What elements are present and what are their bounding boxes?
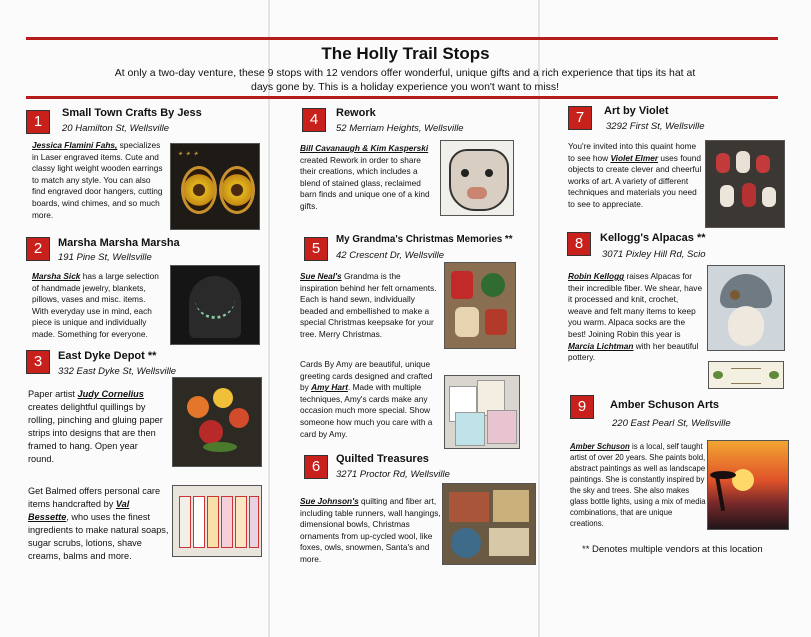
stop-address-4: 52 Merriam Heights, Wellsville	[336, 123, 464, 134]
stop-number-5: 5	[304, 237, 328, 261]
sunflower-earrings-photo: ✦ ✦ ✦	[170, 143, 260, 230]
vendor-name: Marsha Sick	[32, 271, 81, 281]
quilled-flowers-photo	[172, 377, 262, 467]
vendor-name: Jessica Flamini Fahs,	[32, 140, 118, 150]
stop-number-9: 9	[570, 395, 594, 419]
vendor-name: Violet Elmer	[610, 152, 659, 163]
vendor-name: Bill Cavanaugh & Kim Kasperski	[300, 143, 429, 153]
sunset-painting-photo	[707, 440, 789, 530]
stop-name-8: Kellogg's Alpacas **	[600, 232, 706, 244]
stained-glass-cow-photo	[440, 140, 514, 216]
stop-name-1: Small Town Crafts By Jess	[62, 107, 202, 119]
stop-number-4: 4	[302, 108, 326, 132]
vendor-name: Amber Schuson	[570, 442, 630, 451]
vendor-name-2: Val Bessette	[28, 499, 130, 522]
stop-name-5: My Grandma's Christmas Memories **	[336, 234, 513, 245]
stop-address-9: 220 East Pearl St, Wellsville	[612, 418, 731, 429]
felt-ornaments-photo	[444, 262, 516, 349]
stop-name-7: Art by Violet	[604, 105, 669, 117]
stop-description-3: Paper artist Judy Cornelius creates delightful quillings by rolling, pinching and gluing paper strips into designs that are then framed to hang. Open year round.	[28, 389, 163, 464]
stop-description-1: Jessica Flamini Fahs, specializes in Laser engraved items. Cute and classy light weight wooden earrings to match any style. You can also find engraved door hangers, cutting boards, wind chimes, and so much more.	[32, 140, 163, 220]
stop-number-2: 2	[26, 237, 50, 261]
footnote: ** Denotes multiple vendors at this location	[582, 544, 763, 555]
stop-number-3: 3	[26, 350, 50, 374]
stop-address-5: 42 Crescent Dr, Wellsville	[336, 250, 445, 261]
vendor-name: Sue Neal's	[300, 271, 342, 281]
pottery-sign-photo	[708, 361, 784, 389]
stop-description-8: Robin Kellogg raises Alpacas for their incredible fiber. We shear, have it processed and knit, crochet, weave and felt many items to keep you warm. Alpaca socks are the best! Joining Robin this year is Marcia Lichtman with her beautiful pottery.	[568, 271, 703, 363]
found-object-art-photo	[705, 140, 785, 228]
stop-description-7: You're invited into this quaint home to see how Violet Elmer uses found objects to create clever and cheerful works of art. A variety of different techniques and materials you need to see to appreciate.	[568, 141, 702, 209]
stop-number-8: 8	[567, 232, 591, 256]
greeting-cards-photo	[444, 375, 520, 449]
top-rule	[26, 37, 778, 40]
stop-description-5: Sue Neal's Grandma is the inspiration behind her felt ornaments. Each is hand sewn, individually beaded and embellished to make a special Christmas keepsake for your tree. Merry Christmas.	[300, 271, 437, 339]
stop-description-6: Sue Johnson's quilting and fiber art, including table runners, wall hangings, dimensional bowls, Christmas ornaments from up-cycled wool, like foxes, owls, snowmen, Santa's and more.	[300, 496, 441, 564]
alpaca-hat-photo	[707, 265, 785, 351]
stop-number-1: 1	[26, 110, 50, 134]
stop-name-2: Marsha Marsha Marsha	[58, 237, 180, 249]
stop-description-9: Amber Schuson is a local, self taught artist of over 20 years. She paints bold, abstract paintings as well as landscape paintings. She is constantly inspired by the sky and trees. She also makes glass bottle lights, using a mix of media combinations, that are unique creations.	[570, 442, 706, 528]
stop-address-8: 3071 Pixley Hill Rd, Scio	[602, 249, 706, 260]
quilted-items-photo	[442, 483, 536, 565]
stop-address-1: 20 Hamilton St, Wellsville	[62, 123, 170, 134]
vendor-name: Robin Kellogg	[568, 271, 625, 281]
intro-text: At only a two-day venture, these 9 stops with 12 vendors offer wonderful, unique gifts and a rich experience that tips its hat at days gone by. This is a holiday experience you won't want to miss!	[114, 67, 696, 93]
stop-number-7: 7	[568, 106, 592, 130]
intro-rule	[26, 96, 778, 99]
stop-description-3b: Get Balmed offers personal care items handcrafted by Val Bessette, who uses the finest ingredients to make natural soaps, sugar scrubs, lotions, shave creams, balms and more.	[28, 486, 169, 561]
stop-address-6: 3271 Proctor Rd, Wellsville	[336, 469, 450, 480]
stop-name-6: Quilted Treasures	[336, 453, 429, 465]
stop-number-6: 6	[304, 455, 328, 479]
stop-description-5b: Cards By Amy are beautiful, unique greeting cards designed and crafted by Amy Hart. Made with multiple techniques, Amy's cards make any occasion much more special. Show someone how much you care with a card by Amy.	[300, 359, 433, 439]
lip-balm-photo	[172, 485, 262, 557]
stop-address-3: 332 East Dyke St, Wellsville	[58, 366, 177, 377]
stop-address-2: 191 Pine St, Wellsville	[58, 252, 152, 263]
stop-name-9: Amber Schuson Arts	[610, 399, 720, 411]
vendor-name-2: Marcia Lichtman	[568, 340, 634, 351]
vendor-name: Sue Johnson's	[300, 496, 359, 506]
vendor-name: Judy Cornelius	[77, 389, 144, 399]
stop-description-4: Bill Cavanaugh & Kim Kasperski created Rework in order to share their creations, which includes a blend of stained glass, reclaimed barn finds and unique one of a kind gifts.	[300, 143, 430, 211]
stop-name-3: East Dyke Depot **	[58, 350, 157, 362]
stop-description-2: Marsha Sick has a large selection of handmade jewelry, blankets, pillows, vases and misc. items. With everyday use in mind, each piece is unique and individually made. Something for everyone.	[32, 271, 159, 339]
necklace-photo	[170, 265, 260, 345]
vendor-name-2: Amy Hart	[311, 382, 348, 393]
stop-address-7: 3292 First St, Wellsville	[606, 121, 705, 132]
page-title: The Holly Trail Stops	[321, 44, 490, 63]
stop-name-4: Rework	[336, 107, 376, 119]
